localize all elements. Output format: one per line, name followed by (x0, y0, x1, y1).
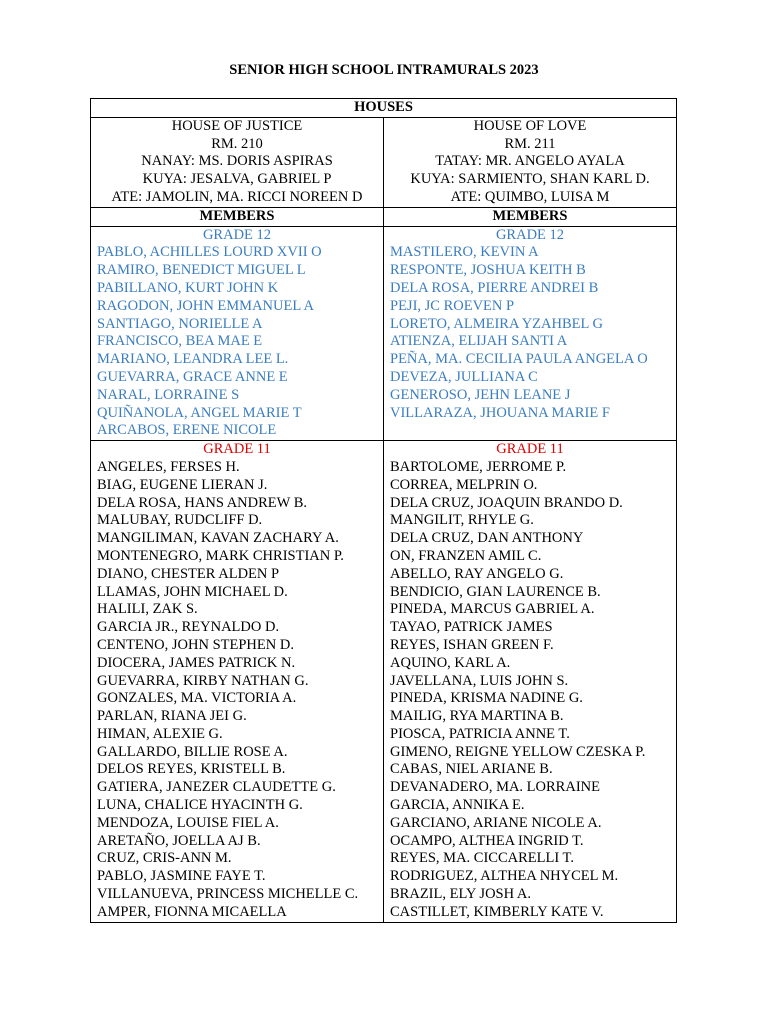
member-name: OCAMPO, ALTHEA INGRID T. (390, 832, 584, 849)
member-name: GUEVARRA, KIRBY NATHAN G. (97, 672, 309, 689)
grade11-row (91, 441, 677, 923)
member-name: GATIERA, JANEZER CLAUDETTE G. (97, 779, 336, 796)
member-name: QUIÑANOLA, ANGEL MARIE T (97, 404, 302, 421)
member-name: PABLO, ACHILLES LOURD XVII O (97, 244, 322, 261)
member-name: TAYAO, PATRICK JAMES (390, 619, 553, 636)
members-header-justice: MEMBERS (91, 207, 384, 226)
member-name: ON, FRANZEN AMIL C. (390, 547, 542, 564)
member-name: AMPER, FIONNA MICAELLA (97, 903, 287, 920)
member-name: DELA CRUZ, JOAQUIN BRANDO D. (390, 494, 623, 511)
member-name: PABLO, JASMINE FAYE T. (97, 868, 266, 885)
member-name: BIAG, EUGENE LIERAN J. (97, 476, 268, 493)
member-name: MARIANO, LEANDRA LEE L. (97, 351, 289, 368)
member-name: GARCIANO, ARIANE NICOLE A. (390, 814, 602, 831)
member-name: ATIENZA, ELIJAH SANTI A (390, 333, 568, 350)
members-header-row (91, 207, 677, 226)
member-name: FRANCISCO, BEA MAE E (97, 333, 263, 350)
member-name: ANGELES, FERSES H. (97, 458, 240, 475)
member-name: LLAMAS, JOHN MICHAEL D. (97, 583, 288, 600)
houses-table (90, 98, 677, 923)
member-name: PINEDA, MARCUS GABRIEL A. (390, 601, 595, 618)
member-name: LORETO, ALMEIRA YZAHBEL G (390, 315, 603, 332)
member-name: DELA ROSA, HANS ANDREW B. (97, 494, 308, 511)
member-name: HIMAN, ALEXIE G. (97, 725, 223, 742)
house-name: HOUSE OF JUSTICE (171, 117, 303, 134)
member-name: BRAZIL, ELY JOSH A. (390, 886, 531, 903)
houses-header: HOUSES (91, 99, 677, 118)
member-name: GALLARDO, BILLIE ROSE A. (97, 743, 288, 760)
member-name: BENDICIO, GIAN LAURENCE B. (390, 583, 601, 600)
house-room: RM. 211 (504, 135, 556, 152)
house-room: RM. 210 (211, 135, 263, 152)
member-name: RAMIRO, BENEDICT MIGUEL L (97, 262, 306, 279)
member-name: CORREA, MELPRIN O. (390, 476, 538, 493)
member-name: PEJI, JC ROEVEN P (390, 297, 515, 314)
member-name: MONTENEGRO, MARK CHRISTIAN P. (97, 547, 344, 564)
member-name: GENEROSO, JEHN LEANE J (390, 386, 571, 403)
house-parent: NANAY: MS. DORIS ASPIRAS (141, 153, 333, 170)
grade12-cell-justice (91, 226, 384, 441)
grade12-label: GRADE 12 (495, 226, 565, 243)
grade12-row (91, 226, 677, 441)
member-name: DIOCERA, JAMES PATRICK N. (97, 654, 296, 671)
member-name: PINEDA, KRISMA NADINE G. (390, 690, 583, 707)
grade11-label: GRADE 11 (203, 441, 271, 458)
house-info-love (384, 117, 677, 207)
member-name: CENTENO, JOHN STEPHEN D. (97, 636, 294, 653)
member-name: MANGILIMAN, KAVAN ZACHARY A. (97, 530, 339, 547)
member-name: MALUBAY, RUDCLIFF D. (97, 512, 263, 529)
member-name: HALILI, ZAK S. (97, 601, 198, 618)
table-header-row (91, 99, 677, 118)
page-title: SENIOR HIGH SCHOOL INTRAMURALS 2023 (229, 62, 539, 78)
member-name: NARAL, LORRAINE S (97, 386, 240, 403)
house-ate: ATE: JAMOLIN, MA. RICCI NOREEN D (111, 188, 363, 205)
member-name: VILLANUEVA, PRINCESS MICHELLE C. (97, 886, 359, 903)
grade11-list (97, 459, 377, 922)
grade12-label: GRADE 12 (202, 226, 272, 243)
member-name: RAGODON, JOHN EMMANUEL A (97, 297, 314, 314)
grade12-list (390, 244, 670, 422)
member-name: AQUINO, KARL A. (390, 654, 511, 671)
house-parent: TATAY: MR. ANGELO AYALA (435, 153, 625, 170)
member-name: MENDOZA, LOUISE FIEL A. (97, 814, 279, 831)
member-name: PABILLANO, KURT JOHN K (97, 279, 279, 296)
member-name: MAILIG, RYA MARTINA B. (390, 708, 564, 725)
member-name: DEVANADERO, MA. LORRAINE (390, 779, 600, 796)
members-header-love: MEMBERS (384, 207, 677, 226)
member-name: CASTILLET, KIMBERLY KATE V. (390, 903, 604, 920)
member-name: GIMENO, REIGNE YELLOW CZESKA P. (390, 743, 646, 760)
house-kuya: KUYA: SARMIENTO, SHAN KARL D. (410, 171, 650, 188)
member-name: MASTILERO, KEVIN A (390, 244, 539, 261)
member-name: CRUZ, CRIS-ANN M. (97, 850, 232, 867)
member-name: BARTOLOME, JERROME P. (390, 458, 567, 475)
house-info-justice (91, 117, 384, 207)
member-name: RESPONTE, JOSHUA KEITH B (390, 262, 586, 279)
grade11-label: GRADE 11 (496, 441, 564, 458)
member-name: DEVEZA, JULLIANA C (390, 368, 538, 385)
member-name: GARCIA, ANNIKA E. (390, 797, 525, 814)
house-name: HOUSE OF LOVE (473, 117, 587, 134)
member-name: ARETAÑO, JOELLA AJ B. (97, 832, 261, 849)
member-name: GARCIA JR., REYNALDO D. (97, 619, 280, 636)
member-name: DELA ROSA, PIERRE ANDREI B (390, 279, 599, 296)
member-name: MANGILIT, RHYLE G. (390, 512, 534, 529)
member-name: CABAS, NIEL ARIANE B. (390, 761, 553, 778)
member-name: DELOS REYES, KRISTELL B. (97, 761, 286, 778)
member-name: REYES, MA. CICCARELLI T. (390, 850, 574, 867)
member-name: PARLAN, RIANA JEI G. (97, 708, 247, 725)
member-name: ARCABOS, ERENE NICOLE (97, 422, 277, 439)
member-name: PIOSCA, PATRICIA ANNE T. (390, 725, 570, 742)
grade12-cell-love (384, 226, 677, 441)
grade11-cell-love (384, 441, 677, 923)
member-name: RODRIGUEZ, ALTHEA NHYCEL M. (390, 868, 619, 885)
member-name: ABELLO, RAY ANGELO G. (390, 565, 564, 582)
member-name: DELA CRUZ, DAN ANTHONY (390, 530, 584, 547)
house-kuya: KUYA: JESALVA, GABRIEL P (142, 171, 332, 188)
grade12-list (97, 244, 377, 440)
member-name: REYES, ISHAN GREEN F. (390, 636, 554, 653)
grade11-cell-justice (91, 441, 384, 923)
member-name: JAVELLANA, LUIS JOHN S. (390, 672, 569, 689)
member-name: VILLARAZA, JHOUANA MARIE F (390, 404, 610, 421)
house-ate: ATE: QUIMBO, LUISA M (450, 188, 610, 205)
member-name: LUNA, CHALICE HYACINTH G. (97, 797, 303, 814)
member-name: DIANO, CHESTER ALDEN P (97, 565, 280, 582)
member-name: SANTIAGO, NORIELLE A (97, 315, 263, 332)
member-name: GONZALES, MA. VICTORIA A. (97, 690, 297, 707)
house-info-row (91, 117, 677, 207)
grade11-list (390, 459, 670, 922)
member-name: GUEVARRA, GRACE ANNE E (97, 368, 288, 385)
member-name: PEÑA, MA. CECILIA PAULA ANGELA O (390, 351, 648, 368)
